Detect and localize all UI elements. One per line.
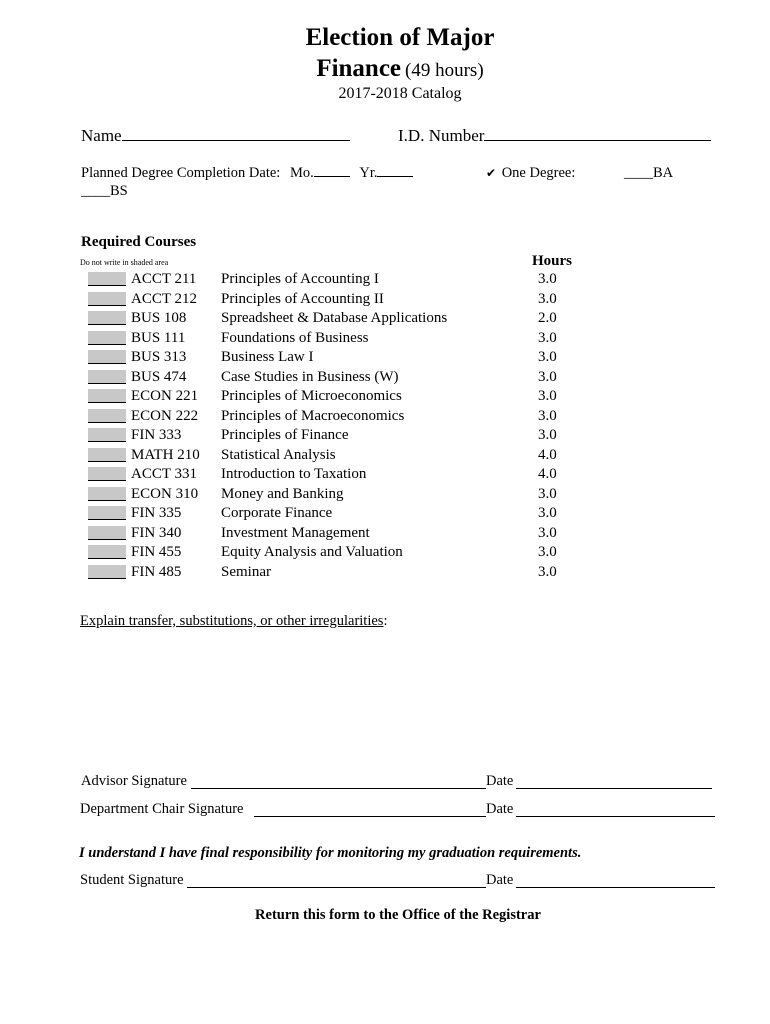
course-title: Seminar [221, 564, 271, 580]
one-degree-option[interactable] [486, 165, 575, 182]
course-title: Principles of Accounting II [221, 291, 384, 307]
month-label: Mo. [289, 165, 314, 181]
course-code: ACCT 212 [131, 291, 197, 307]
course-title: Business Law I [221, 349, 314, 365]
course-code: FIN 340 [131, 525, 182, 541]
shaded-check-box [88, 565, 126, 579]
month-line[interactable] [314, 176, 350, 177]
advisor-signature-line[interactable] [191, 788, 486, 789]
course-hours: 3.0 [538, 505, 557, 521]
course-title: Foundations of Business [221, 330, 369, 346]
form-title-line1: Election of Major [305, 24, 495, 51]
course-title: Money and Banking [221, 486, 344, 502]
required-courses-heading: Required Courses [81, 234, 197, 250]
shaded-check-box [88, 350, 126, 364]
course-code: FIN 485 [131, 564, 182, 580]
course-title: Case Studies in Business (W) [221, 369, 399, 385]
name-label: Name [81, 126, 122, 145]
id-number-label: I.D. Number [398, 126, 485, 145]
advisor-signature-label: Advisor Signature [81, 773, 187, 789]
course-title: Equity Analysis and Valuation [221, 544, 403, 560]
shaded-check-box [88, 311, 126, 325]
shaded-check-box [88, 428, 126, 442]
name-line[interactable] [122, 140, 350, 141]
shaded-check-box [88, 409, 126, 423]
course-code: BUS 108 [131, 310, 187, 326]
course-code: MATH 210 [131, 447, 200, 463]
shaded-check-box [88, 526, 126, 540]
course-title: Introduction to Taxation [221, 466, 367, 482]
hours-header: Hours [532, 253, 573, 269]
shaded-check-box [88, 487, 126, 501]
shaded-check-box [88, 331, 126, 345]
student-date-label: Date [486, 872, 514, 888]
major-hours: (49 hours) [405, 60, 484, 81]
course-code: BUS 111 [131, 330, 186, 346]
shaded-check-box [88, 389, 126, 403]
course-code: FIN 333 [131, 427, 182, 443]
course-code: ECON 221 [131, 388, 199, 404]
chair-date-line[interactable] [516, 816, 715, 817]
id-number-field[interactable] [398, 126, 711, 146]
course-hours: 3.0 [538, 369, 557, 385]
shaded-check-box [88, 272, 126, 286]
advisor-date-label: Date [486, 773, 514, 789]
course-title: Statistical Analysis [221, 447, 336, 463]
course-code: FIN 335 [131, 505, 182, 521]
bs-option[interactable]: ____BS [81, 183, 128, 199]
shaded-check-box [88, 506, 126, 520]
course-code: FIN 455 [131, 544, 182, 560]
course-code: ACCT 331 [131, 466, 197, 482]
shaded-check-box [88, 545, 126, 559]
major-name: Finance [316, 55, 402, 82]
planned-completion [81, 165, 413, 182]
irregularities-area[interactable] [80, 640, 720, 760]
shaded-check-box [88, 467, 126, 481]
course-hours: 2.0 [538, 310, 557, 326]
course-hours: 3.0 [538, 330, 557, 346]
name-field[interactable] [81, 126, 350, 146]
course-hours: 4.0 [538, 447, 557, 463]
course-hours: 3.0 [538, 427, 557, 443]
chair-signature-line[interactable] [254, 816, 486, 817]
course-hours: 3.0 [538, 408, 557, 424]
irregularities-colon: : [383, 613, 388, 629]
course-hours: 3.0 [538, 291, 557, 307]
advisor-date-line[interactable] [516, 788, 712, 789]
course-hours: 3.0 [538, 564, 557, 580]
student-date-line[interactable] [516, 887, 715, 888]
course-title: Corporate Finance [221, 505, 333, 521]
course-hours: 3.0 [538, 486, 557, 502]
ba-option[interactable]: ____BA [624, 165, 674, 181]
course-hours: 3.0 [538, 349, 557, 365]
chair-signature-label: Department Chair Signature [80, 801, 244, 817]
one-degree-label: One Degree: [501, 165, 576, 181]
irregularities-prompt [80, 613, 387, 630]
course-title: Principles of Accounting I [221, 271, 379, 287]
course-code: BUS 313 [131, 349, 187, 365]
return-instructions: Return this form to the Office of the Registrar [255, 907, 541, 923]
id-number-line[interactable] [484, 140, 711, 141]
irregularities-label: Explain transfer, substitutions, or other irregularities [80, 613, 384, 629]
planned-completion-label: Planned Degree Completion Date: [81, 165, 281, 181]
responsibility-statement: I understand I have final responsibility for monitoring my graduation requirements. [79, 845, 582, 861]
course-title: Principles of Finance [221, 427, 349, 443]
shaded-check-box [88, 448, 126, 462]
shaded-check-box [88, 292, 126, 306]
course-hours: 3.0 [538, 525, 557, 541]
catalog-year: 2017-2018 Catalog [338, 85, 462, 102]
course-title: Principles of Macroeconomics [221, 408, 405, 424]
student-signature-line[interactable] [187, 887, 486, 888]
shaded-area-note: Do not write in shaded area [80, 258, 169, 267]
course-hours: 4.0 [538, 466, 557, 482]
course-hours: 3.0 [538, 388, 557, 404]
course-hours: 3.0 [538, 271, 557, 287]
course-hours: 3.0 [538, 544, 557, 560]
year-line[interactable] [377, 176, 413, 177]
course-title: Investment Management [221, 525, 370, 541]
form-title-line2 [0, 55, 770, 83]
course-code: ACCT 211 [131, 271, 197, 287]
checkmark-icon: ✔ [486, 166, 497, 180]
chair-date-label: Date [486, 801, 514, 817]
student-signature-label: Student Signature [80, 872, 184, 888]
course-title: Principles of Microeconomics [221, 388, 402, 404]
course-code: ECON 310 [131, 486, 199, 502]
course-code: ECON 222 [131, 408, 199, 424]
shaded-check-box [88, 370, 126, 384]
course-title: Spreadsheet & Database Applications [221, 310, 448, 326]
course-code: BUS 474 [131, 369, 187, 385]
year-label: Yr. [359, 165, 378, 181]
